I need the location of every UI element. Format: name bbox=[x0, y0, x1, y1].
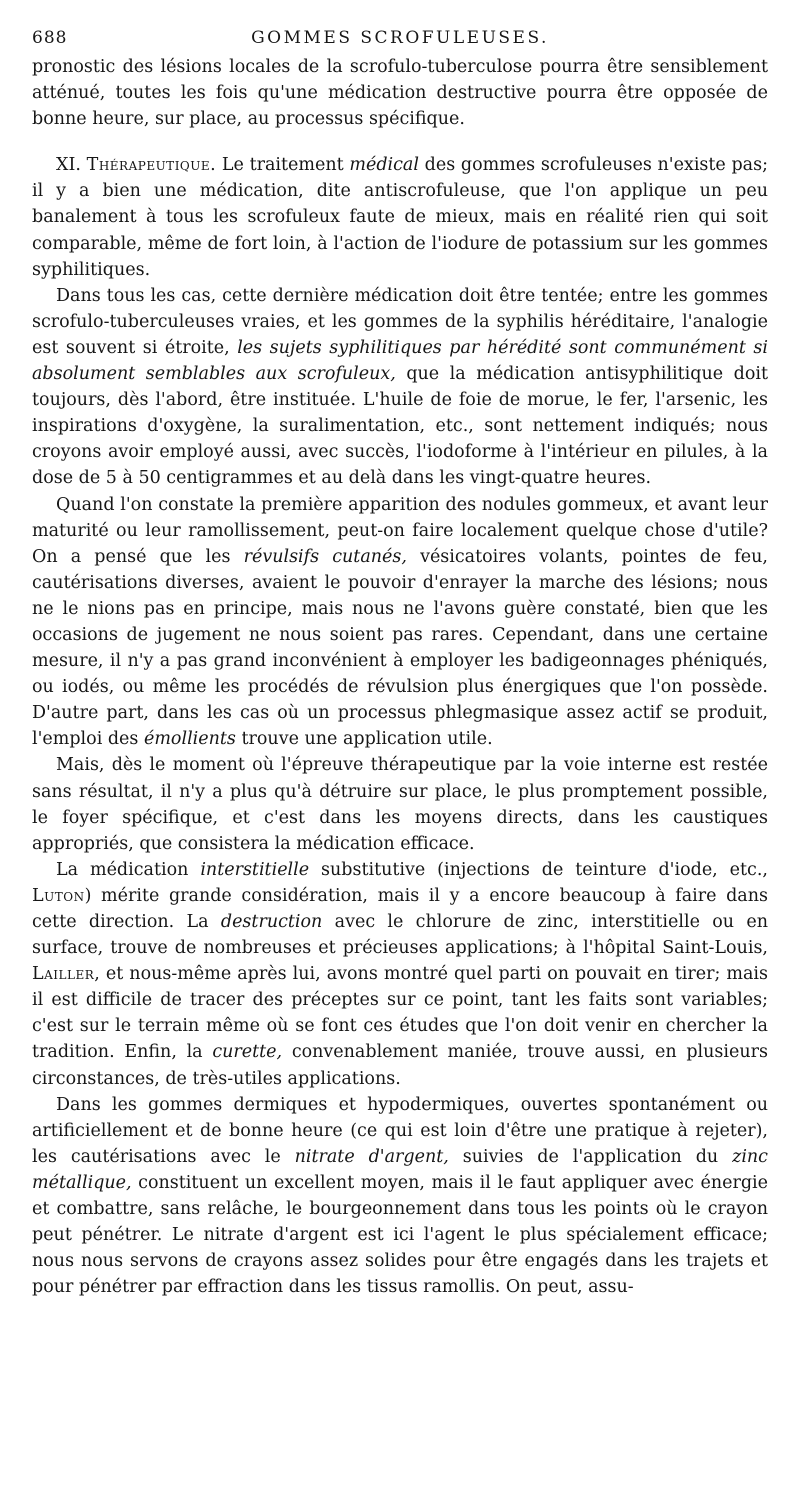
page-header bbox=[32, 28, 768, 54]
paragraph-therapeutique: XI. Thérapeutique. Le traitement médical des gommes scrofuleuses n'existe pas; il y a bien une médication, dite antiscrofuleuse, que l'on applique un peu banalement à tous les scrofuleux faute de mieux, mais en réalité rien qui soit comparable, même de fort loin, à l'action de l'iodure de potassium sur les gommes syphilitiques. bbox=[32, 155, 768, 280]
author-name: Lailler bbox=[32, 964, 95, 985]
paragraph: Dans tous les cas, cette dernière médication doit être tentée; entre les gommes scrofulo-tuberculeuses vraies, et les gommes de la syphilis héréditaire, l'analogie est souvent si étroite, les sujets syphilitiques par hérédité sont communément si absolument semblables aux scrofuleux, que la médication antisyphilitique doit toujours, dès l'abord, être instituée. L'huile de foie de morue, le fer, l'arsenic, les inspirations d'oxygène, la suralimentation, etc., sont nettement indiqués; nous croyons avoir employé aussi, avec succès, l'iodoforme à l'intérieur en pilules, à la dose de 5 à 50 centigrammes et au delà dans les vingt-quatre heures. bbox=[32, 285, 768, 489]
section-number: XI. bbox=[56, 155, 81, 176]
paragraph: La médication interstitielle substitutive (injections de teinture d'iode, etc., Luton) mérite grande considération, mais il y a encore beaucoup à faire dans cette direction. La destruction avec le chlorure de zinc, interstitielle ou en surface, trouve de nombreuses et précieuses applications; à l'hôpital Saint-Louis, Lailler, et nous-même après lui, avons montré quel parti on pouvait en tirer; mais il est difficile de tracer des préceptes sur ce point, tant les faits sont variables; c'est sur le terrain même où se font ces études que l'on doit venir en chercher la tradition. Enfin, la curette, convenablement maniée, trouve aussi, en plusieurs circonstances, de très-utiles applications. bbox=[32, 859, 768, 1089]
author-name: Luton bbox=[32, 885, 85, 906]
body-text bbox=[32, 54, 768, 1300]
paragraph: Quand l'on constate la première apparition des nodules gommeux, et avant leur maturité ou leur ramollissement, peut-on faire localement quelque chose d'utile? On a pensé que les révulsifs cutanés, vésicatoires volants, pointes de feu, cautérisations diverses, avaient le pouvoir d'enrayer la marche des lésions; nous ne le nions pas en principe, mais nous ne l'avons guère constaté, bien que les occasions de jugement ne nous soient pas rares. Cependant, dans une certaine mesure, il n'y a pas grand inconvénient à employer les badigeonnages phéniqués, ou iodés, ou même les procédés de révulsion plus énergiques que l'on possède. D'autre part, dans les cas où un processus phlegmasique assez actif se produit, l'emploi des émollients trouve une application utile. bbox=[32, 494, 768, 750]
book-page bbox=[32, 28, 768, 1300]
paragraph-continuation: pronostic des lésions locales de la scrofulo-tuberculose pourra être sensiblement atténué, toutes les fois qu'une médication destructive pourra être opposée de bonne heure, sur place, au processus spécifique. bbox=[32, 57, 768, 130]
paragraph: Dans les gommes dermiques et hypodermiques, ouvertes spontanément ou artificiellement et de bonne heure (ce qui est loin d'être une pratique à rejeter), les cautérisations avec le nitrate d'argent, suivies de l'application du zinc métallique, constituent un excellent moyen, mais il le faut appliquer avec énergie et combattre, sans relâche, le bourgeonnement dans tous les points où le crayon peut pénétrer. Le nitrate d'argent est ici l'agent le plus spécialement efficace; nous nous servons de crayons assez solides pour être engagés dans les trajets et pour pénétrer par effraction dans les tissus ramollis. On peut, assu- bbox=[32, 1094, 768, 1298]
page-number: 688 bbox=[32, 28, 68, 48]
paragraph: Mais, dès le moment où l'épreuve thérapeutique par la voie interne est restée sans résultat, il n'y a plus qu'à détruire sur place, le plus promptement possible, le foyer spécifique, et c'est dans les moyens directs, dans les caustiques appropriés, que consistera la médication efficace. bbox=[32, 755, 768, 854]
running-head: GOMMES SCROFULEUSES. bbox=[251, 28, 549, 48]
section-title: Thérapeutique. bbox=[86, 155, 217, 176]
